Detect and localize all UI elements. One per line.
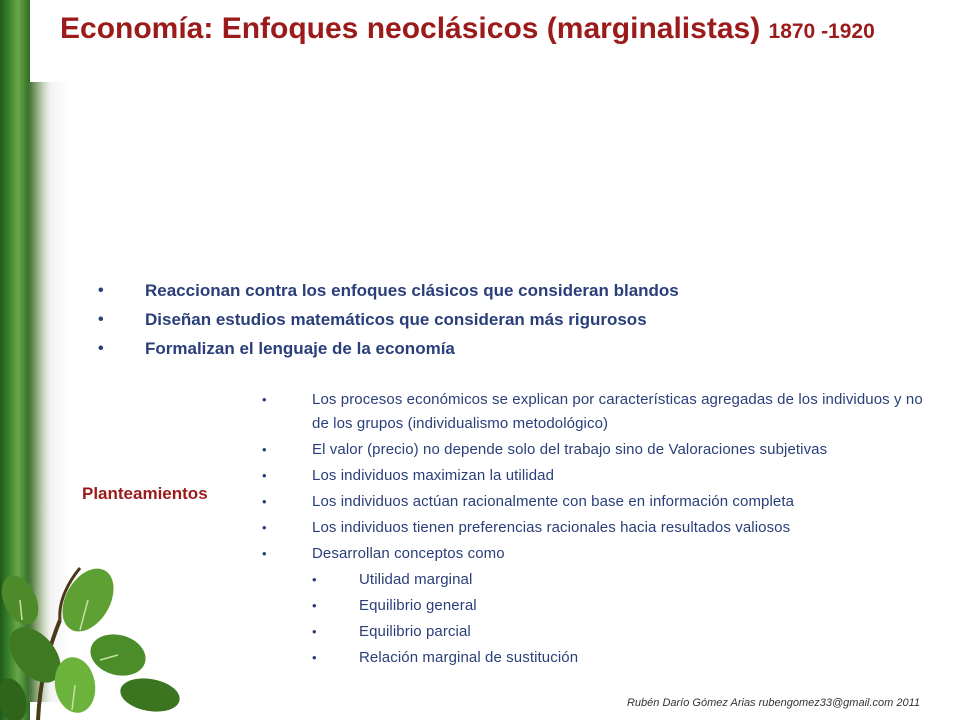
title-years: 1870 -1920 — [768, 20, 875, 43]
title-main: Economía: Enfoques neoclásicos (marginalistas) — [60, 12, 769, 45]
bullet-dot-icon: • — [312, 650, 317, 665]
concept-bullet — [262, 568, 942, 592]
sub-bullet — [262, 464, 942, 488]
bullet-dot-icon: • — [98, 311, 104, 328]
sub-bullet — [262, 438, 942, 462]
planteamientos-label: Planteamientos — [82, 484, 208, 503]
slide-title — [60, 12, 950, 46]
bullet-dot-icon: • — [262, 468, 267, 483]
sub-bullet — [262, 542, 942, 566]
bullet-dot-icon: • — [98, 340, 104, 357]
bullet-dot-icon: • — [312, 598, 317, 613]
sub-bullet-text: Los procesos económicos se explican por características agregadas de los individuos y no de los grupos (individualismo metodológico) — [312, 391, 923, 432]
concept-text: Equilibrio general — [359, 597, 477, 614]
sub-bullet-text: Los individuos maximizan la utilidad — [312, 467, 555, 484]
main-bullet-list — [98, 276, 918, 363]
sub-bullet — [262, 490, 942, 514]
bullet-dot-icon: • — [312, 572, 317, 587]
bullet-dot-icon: • — [262, 546, 267, 561]
plant-decoration-icon — [0, 560, 200, 720]
bullet-dot-icon: • — [262, 392, 267, 407]
sub-bullet-text: El valor (precio) no depende solo del trabajo sino de Valoraciones subjetivas — [312, 441, 828, 458]
sub-bullet — [262, 516, 942, 540]
concept-text: Relación marginal de sustitución — [359, 649, 579, 666]
concept-bullet — [262, 646, 942, 670]
footer-credit: Rubén Darío Gómez Arias rubengomez33@gmail.com 2011 — [626, 697, 920, 709]
concept-text: Equilibrio parcial — [359, 623, 471, 640]
sub-bullet — [262, 388, 942, 436]
concept-text: Utilidad marginal — [359, 571, 473, 588]
main-bullet-text: Diseñan estudios matemáticos que consideran más rigurosos — [145, 310, 647, 329]
planteamientos-list — [262, 388, 942, 672]
bullet-dot-icon: • — [262, 520, 267, 535]
concept-bullet — [262, 620, 942, 644]
main-bullet — [98, 305, 918, 334]
bullet-dot-icon: • — [262, 442, 267, 457]
bullet-dot-icon: • — [98, 282, 104, 299]
main-bullet — [98, 276, 918, 305]
main-bullet — [98, 334, 918, 363]
sub-bullet-text: Los individuos actúan racionalmente con base en información completa — [312, 493, 795, 510]
main-bullet-text: Reaccionan contra los enfoques clásicos que consideran blandos — [145, 281, 679, 300]
concept-bullet — [262, 594, 942, 618]
bullet-dot-icon: • — [262, 494, 267, 509]
sub-bullet-text: Desarrollan conceptos como — [312, 545, 505, 562]
bullet-dot-icon: • — [312, 624, 317, 639]
main-bullet-text: Formalizan el lenguaje de la economía — [145, 339, 455, 358]
sub-bullet-text: Los individuos tienen preferencias racionales hacia resultados valiosos — [312, 519, 791, 536]
